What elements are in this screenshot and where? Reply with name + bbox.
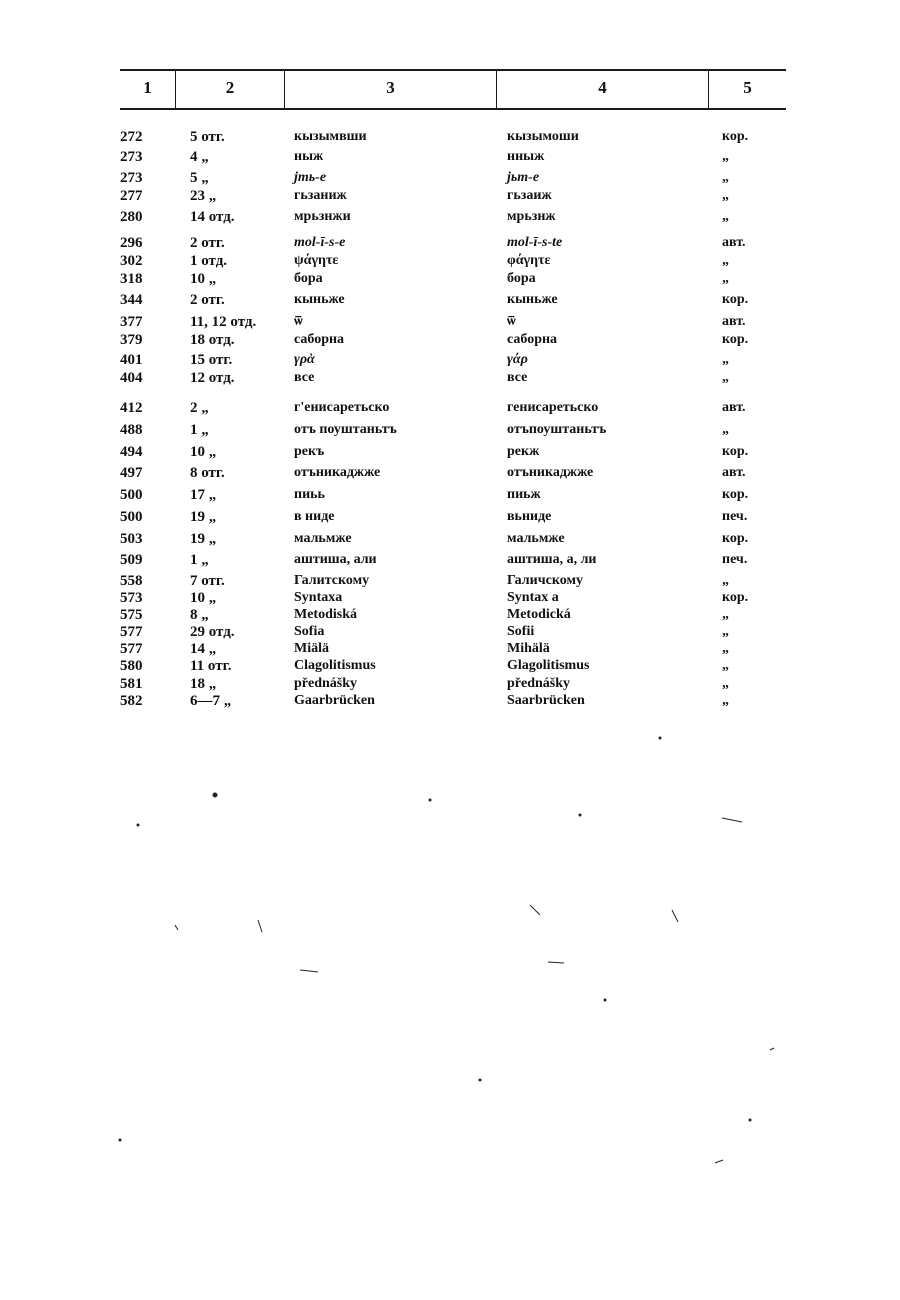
page-number: 377 [120,314,143,330]
corrected-text: кызымоши [507,129,579,144]
corrected-text: Sofii [507,624,535,639]
printed-text: Gaarbrücken [294,693,375,708]
page-number: 280 [120,209,143,225]
printed-text: отъникаджже [294,465,381,480]
line-reference: 5 отг. [190,129,225,145]
column-header-4: 4 [598,78,607,97]
printed-text: γρὰ [294,352,315,367]
error-type: „ [722,253,729,268]
page-number: 302 [120,253,143,269]
page-number: 497 [120,465,143,481]
error-type: „ [722,188,729,203]
printed-text: саборна [294,332,345,347]
line-reference: 10 „ [190,444,217,460]
corrected-text: гьзаиж [507,188,552,203]
corrected-text: jьm-e [507,170,540,185]
page-number: 503 [120,531,143,547]
page-number: 581 [120,676,143,692]
corrected-text: генисаретьско [507,400,599,415]
printed-text: бора [294,271,323,286]
printed-text: рекъ [294,444,325,459]
corrected-text: мальмже [507,531,565,546]
corrected-text: φάγητε [507,253,551,268]
page-number: 318 [120,271,143,287]
page-number: 273 [120,170,143,186]
error-type: печ. [722,552,748,567]
line-reference: 7 отг. [190,573,225,589]
line-reference: 19 „ [190,531,217,547]
corrected-text: ѿ [507,314,516,329]
page-number: 494 [120,444,143,460]
line-reference: 18 отд. [190,332,235,348]
line-reference: 12 отд. [190,370,235,386]
printed-text: пиьь [294,487,325,502]
page-number: 575 [120,607,143,623]
printed-text: Галитскому [294,573,370,588]
corrected-text: přednášky [507,676,571,691]
error-type: „ [722,676,729,691]
corrected-text: саборна [507,332,558,347]
corrected-text: Glagolitismus [507,658,590,673]
printed-text: мрьзнжи [294,209,351,224]
line-reference: 29 отд. [190,624,235,640]
line-reference: 10 „ [190,271,217,287]
page-number: 488 [120,422,143,438]
error-type: авт. [722,465,746,480]
line-reference: 11, 12 отд. [190,314,257,330]
printed-text: ѿ [294,314,303,329]
printed-text: ψάγητε [294,253,339,268]
line-reference: 8 „ [190,607,209,623]
error-type: „ [722,624,729,639]
line-reference: 19 „ [190,509,217,525]
line-reference: 18 „ [190,676,217,692]
error-type: кор. [722,531,749,546]
error-type: кор. [722,444,749,459]
line-reference: 17 „ [190,487,217,503]
corrected-text: бора [507,271,536,286]
page-number: 273 [120,149,143,165]
line-reference: 2 отг. [190,235,225,251]
printed-text: кыньже [294,292,345,307]
line-reference: 1 „ [190,552,209,568]
page-number: 577 [120,641,143,657]
corrected-text: нныж [507,149,545,164]
line-reference: 23 „ [190,188,217,204]
column-header-1: 1 [143,78,152,97]
printed-text: přednášky [294,676,358,691]
error-type: „ [722,693,729,708]
corrected-text: кыньже [507,292,558,307]
line-reference: 15 отг. [190,352,233,368]
line-reference: 10 „ [190,590,217,606]
error-type: „ [722,641,729,656]
printed-text: Syntaxa [294,590,343,605]
page-number: 404 [120,370,143,386]
error-type: „ [722,352,729,367]
printed-text: в ниде [294,509,335,524]
error-type: „ [722,422,729,437]
error-type: „ [722,607,729,622]
error-type: „ [722,271,729,286]
error-type: „ [722,170,729,185]
page-number: 277 [120,188,143,204]
corrected-text: Mihälä [507,641,550,656]
printed-text: mol-ī-s-e [294,235,346,250]
page-number: 401 [120,352,143,368]
corrected-text: все [507,370,528,385]
page-number: 272 [120,129,143,145]
column-header-5: 5 [743,78,752,97]
page-number: 577 [120,624,143,640]
printed-text: Sofia [294,624,325,639]
printed-text: Metodiská [294,607,357,622]
error-type: авт. [722,314,746,329]
error-type: „ [722,149,729,164]
error-type: „ [722,658,729,673]
error-type: авт. [722,235,746,250]
printed-text: мальмже [294,531,352,546]
page-number: 582 [120,693,143,709]
error-type: „ [722,573,729,588]
printed-text: все [294,370,315,385]
line-reference: 5 „ [190,170,209,186]
line-reference: 14 „ [190,641,217,657]
printed-text: аштиша, али [294,552,377,567]
page-number: 509 [120,552,143,568]
error-type: „ [722,370,729,385]
line-reference: 6—7 „ [190,693,232,709]
column-header-3: 3 [386,78,395,97]
line-reference: 2 „ [190,400,209,416]
corrected-text: γάρ [507,352,528,367]
error-type: авт. [722,400,746,415]
error-type: кор. [722,292,749,307]
page-number: 344 [120,292,143,308]
page-number: 558 [120,573,143,589]
printed-text: отъ поуштаньтъ [294,422,397,437]
printed-text: кызымвши [294,129,367,144]
corrected-text: пиьж [507,487,541,502]
corrected-text: Saarbrücken [507,693,585,708]
page-number: 296 [120,235,143,251]
page-number: 379 [120,332,143,348]
column-header-2: 2 [225,78,235,97]
printed-text: ныж [294,149,324,164]
printed-text: г'енисаретьско [294,400,390,415]
corrected-text: mol-ī-s-te [507,235,563,250]
printed-text: гьзаниж [294,188,347,203]
line-reference: 2 отг. [190,292,225,308]
page-number: 573 [120,590,143,606]
printed-text: jmь-e [294,170,327,185]
page-number: 500 [120,509,143,525]
line-reference: 8 отг. [190,465,225,481]
printed-text: Miälä [294,641,329,656]
corrected-text: Metodická [507,607,571,622]
corrected-text: аштиша, а, ли [507,552,597,567]
error-type: кор. [722,332,749,347]
line-reference: 4 „ [190,149,209,165]
corrected-text: Syntax a [507,590,559,605]
line-reference: 1 „ [190,422,209,438]
corrected-text: Галичскому [507,573,583,588]
line-reference: 1 отд. [190,253,228,269]
corrected-text: мрьзнж [507,209,556,224]
printed-text: Clagolitismus [294,658,376,673]
error-type: кор. [722,590,749,605]
corrected-text: отъникаджже [507,465,594,480]
corrected-text: рекж [507,444,540,459]
corrected-text: отъпоуштаньтъ [507,422,607,437]
line-reference: 14 отд. [190,209,235,225]
error-type: кор. [722,129,749,144]
page-number: 412 [120,400,143,416]
page-number: 580 [120,658,143,674]
page-number: 500 [120,487,143,503]
corrected-text: вьниде [507,509,552,524]
error-type: „ [722,209,729,224]
error-type: кор. [722,487,749,502]
error-type: печ. [722,509,748,524]
line-reference: 11 отг. [190,658,232,674]
